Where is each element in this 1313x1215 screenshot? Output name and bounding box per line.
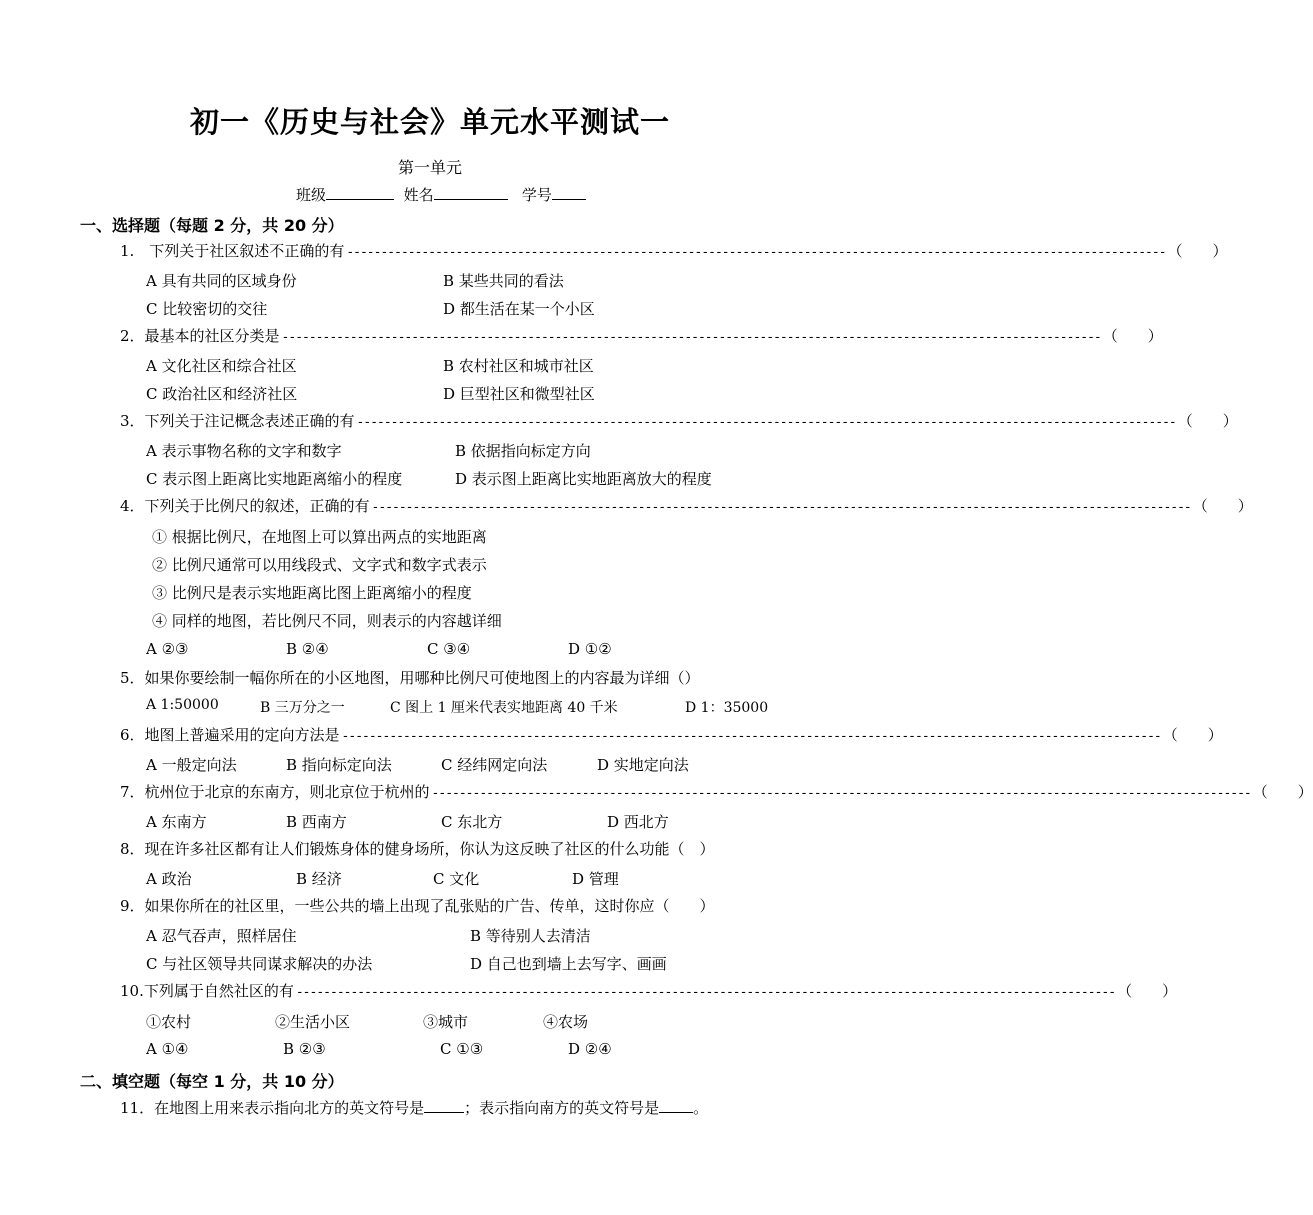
dash-leader: ------------------------------------------------------------------------------------------------------------------------ [356, 415, 1176, 430]
answer-paren[interactable]: （ ） [1117, 982, 1178, 1000]
south-symbol-blank[interactable] [659, 1098, 693, 1113]
option-c[interactable]: C 表示图上距离比实地距离缩小的程度 [146, 470, 403, 488]
option-c[interactable]: C 经纬网定向法 [441, 756, 548, 774]
option-d[interactable]: D 都生活在某一个小区 [443, 300, 595, 318]
question-6 [120, 725, 1223, 747]
option-b[interactable]: B 西南方 [286, 813, 347, 831]
dash-leader: ------------------------------------------------------------------------------------------------------------------------ [371, 500, 1191, 515]
option-c[interactable]: C 图上 1 厘米代表实地距离 40 千米 [390, 700, 618, 716]
option-a[interactable]: A ②③ [146, 640, 189, 658]
dash-leader: ------------------------------------------------------------------------------------------------------------------------ [341, 729, 1161, 744]
statement-2: ② 比例尺通常可以用线段式、文字式和数字式表示 [152, 556, 487, 574]
option-a[interactable]: A 文化社区和综合社区 [146, 357, 297, 375]
option-a[interactable]: A ①④ [146, 1040, 189, 1058]
section-fill-header: 二、填空题（每空 1 分，共 10 分） [80, 1072, 344, 1091]
option-d[interactable]: D 表示图上距离比实地距离放大的程度 [455, 470, 712, 488]
id-blank[interactable] [552, 185, 586, 200]
question-text: 7．杭州位于北京的东南方，则北京位于杭州的 [120, 783, 430, 801]
unit-subtitle: 第一单元 [397, 158, 462, 177]
option-a[interactable]: A 1:50000 [146, 697, 219, 713]
statement-1: ① 根据比例尺，在地图上可以算出两点的实地距离 [152, 528, 487, 546]
question-text: 6．地图上普遍采用的定向方法是 [120, 726, 340, 744]
north-symbol-blank[interactable] [424, 1098, 464, 1113]
question-text: 4．下列关于比例尺的叙述，正确的有 [120, 497, 370, 515]
answer-paren[interactable]: （ ） [1167, 242, 1228, 260]
option-b[interactable]: B 依据指向标定方向 [455, 442, 591, 460]
statement-3: ③城市 [423, 1013, 469, 1031]
name-blank[interactable] [434, 185, 508, 200]
option-b[interactable]: B 经济 [296, 870, 342, 888]
question-7 [120, 782, 1313, 804]
option-b[interactable]: B 指向标定向法 [286, 756, 392, 774]
option-c[interactable]: C 比较密切的交往 [146, 300, 268, 318]
question-4 [120, 496, 1253, 518]
id-label: 学号 [521, 186, 552, 204]
statement-4: ④ 同样的地图，若比例尺不同，则表示的内容越详细 [152, 612, 502, 630]
statement-3: ③ 比例尺是表示实地距离比图上距离缩小的程度 [152, 584, 472, 602]
option-a[interactable]: A 一般定向法 [146, 756, 237, 774]
option-d[interactable]: D 自己也到墙上去写字、画画 [470, 955, 667, 973]
dash-leader: ------------------------------------------------------------------------------------------------------------------------ [346, 245, 1166, 260]
question-text: 1. 下列关于社区叙述不正确的有 [120, 242, 345, 260]
question-text: 10.下列属于自然社区的有 [120, 982, 294, 1000]
page-title: 初一《历史与社会》单元水平测试一 [189, 105, 670, 139]
option-d[interactable]: D 管理 [572, 870, 619, 888]
question-9: 9．如果你所在的社区里，一些公共的墙上出现了乱张贴的广告、传单，这时你应（ ） [120, 897, 715, 915]
question-2 [120, 326, 1163, 348]
answer-paren[interactable]: （ ） [1102, 327, 1163, 345]
answer-paren[interactable]: （ ） [1252, 783, 1313, 801]
question-3 [120, 411, 1238, 433]
question-8: 8．现在许多社区都有让人们锻炼身体的健身场所，你认为这反映了社区的什么功能（ ） [120, 840, 715, 858]
question-text: 3．下列关于注记概念表述正确的有 [120, 412, 355, 430]
option-b[interactable]: B 某些共同的看法 [443, 272, 564, 290]
question-end: 。 [693, 1099, 709, 1117]
option-d[interactable]: D ②④ [568, 1040, 612, 1058]
option-a[interactable]: A 东南方 [146, 813, 207, 831]
option-c[interactable]: C 东北方 [441, 813, 503, 831]
option-d[interactable]: D 1：35000 [685, 700, 769, 716]
question-text: 2．最基本的社区分类是 [120, 327, 280, 345]
student-info-line [296, 184, 586, 205]
class-blank[interactable] [326, 185, 394, 200]
class-label: 班级 [296, 186, 327, 204]
option-b[interactable]: B ②④ [286, 640, 329, 658]
question-text: ；表示指向南方的英文符号是 [464, 1099, 660, 1117]
answer-paren[interactable]: （ ） [1192, 497, 1253, 515]
dash-leader: ------------------------------------------------------------------------------------------------------------------------ [281, 330, 1101, 345]
question-text: 11．在地图上用来表示指向北方的英文符号是 [120, 1099, 425, 1117]
name-label: 姓名 [403, 186, 434, 204]
statement-4: ④农场 [543, 1013, 589, 1031]
answer-paren[interactable]: （ ） [1177, 412, 1238, 430]
option-b[interactable]: B 等待别人去清洁 [470, 927, 591, 945]
option-c[interactable]: C ①③ [440, 1040, 484, 1058]
statement-1: ①农村 [146, 1013, 192, 1031]
dash-leader: ------------------------------------------------------------------------------------------------------------------------ [295, 985, 1116, 1000]
option-a[interactable]: A 表示事物名称的文字和数字 [146, 442, 342, 460]
option-a[interactable]: A 政治 [146, 870, 192, 888]
option-c[interactable]: C 政治社区和经济社区 [146, 385, 298, 403]
section-choice-header: 一、选择题（每题 2 分，共 20 分） [80, 216, 344, 235]
option-d[interactable]: D 巨型社区和微型社区 [443, 385, 595, 403]
question-10 [120, 981, 1178, 1003]
question-5: 5．如果你要绘制一幅你所在的小区地图，用哪种比例尺可使地图上的内容最为详细（） [120, 669, 700, 687]
option-c[interactable]: C ③④ [427, 640, 471, 658]
option-a[interactable]: A 忍气吞声，照样居住 [146, 927, 297, 945]
answer-paren[interactable]: （ ） [1162, 726, 1223, 744]
option-d[interactable]: D ①② [568, 640, 612, 658]
dash-leader: ------------------------------------------------------------------------------------------------------------------------ [431, 786, 1251, 801]
option-d[interactable]: D 实地定向法 [597, 756, 689, 774]
option-c[interactable]: C 文化 [433, 870, 480, 888]
option-b[interactable]: B 三万分之一 [260, 700, 345, 716]
question-11 [120, 1098, 708, 1118]
option-b[interactable]: B 农村社区和城市社区 [443, 357, 594, 375]
option-c[interactable]: C 与社区领导共同谋求解决的办法 [146, 955, 373, 973]
statement-2: ②生活小区 [275, 1013, 351, 1031]
option-b[interactable]: B ②③ [283, 1040, 326, 1058]
option-d[interactable]: D 西北方 [607, 813, 669, 831]
option-a[interactable]: A 具有共同的区域身份 [146, 272, 297, 290]
question-1 [120, 241, 1228, 263]
